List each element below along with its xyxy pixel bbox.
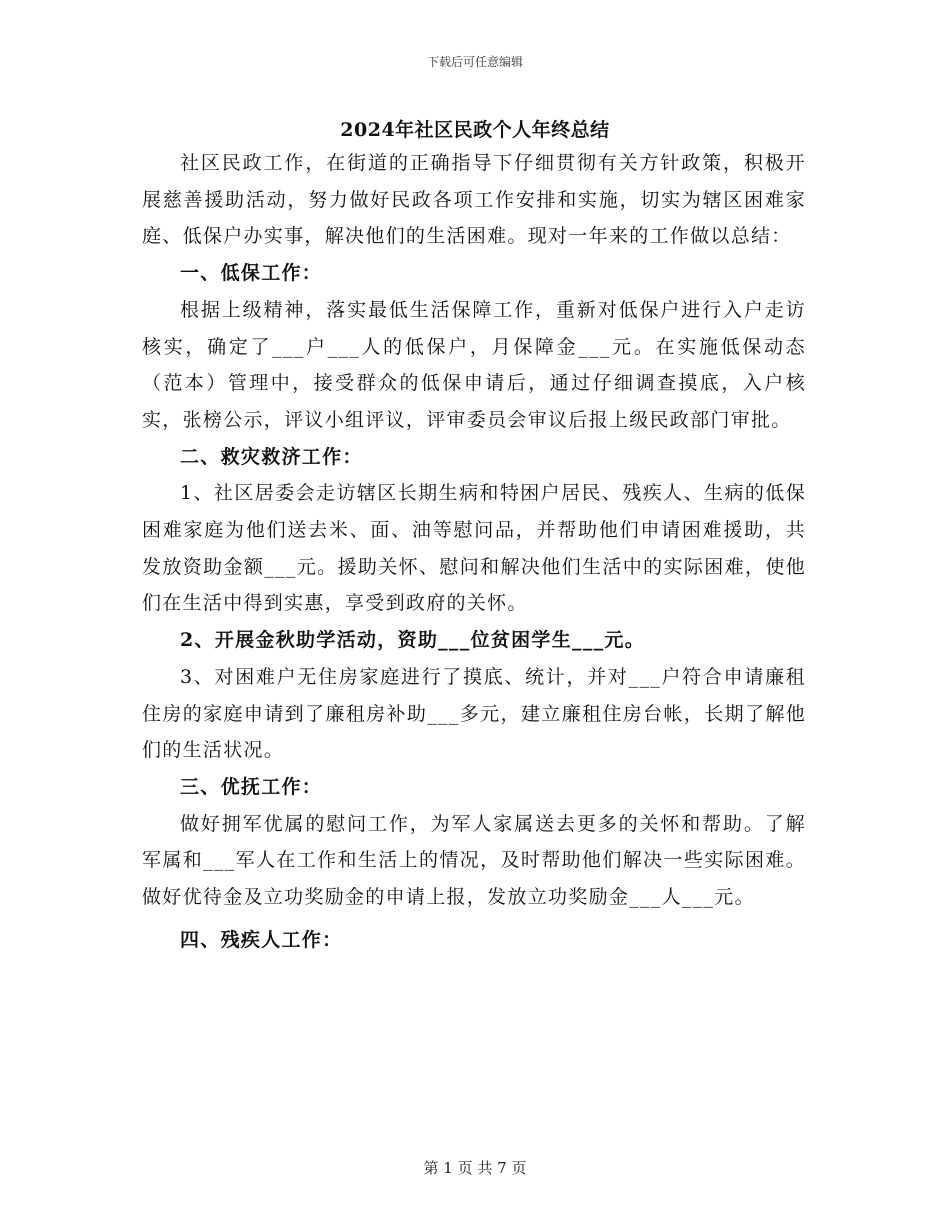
section-heading-disaster-relief: 二、救灾救济工作： [180, 445, 363, 468]
header-note: 下载后可任意编辑 [426, 55, 523, 69]
page-title: 2024年社区民政个人年终总结 [340, 119, 610, 141]
paragraph-intro: 社区民政工作，在街道的正确指导下仔细贯彻有关方针政策，积极开展慈善援助活动，努力做好民政各项工作安排和实施，切实为辖区困难家庭、低保户办实事，解决他们的生活困难。现对一年来的工作做以总结： [142, 152, 806, 248]
page-number-footer: 第 1 页 共 7 页 [423, 1159, 527, 1177]
paragraph-low-income: 根据上级精神，落实最低生活保障工作，重新对低保户进行入户走访核实，确定了___户___人的低保户，月保障金___元。在实施低保动态（范本）管理中，接受群众的低保申请后，通过仔细调查摸底，入户核实，张榜公示，评议小组评议，评审委员会审议后报上级民政部门审批。 [142, 298, 806, 431]
paragraph-disaster-relief-3: 3、对困难户无住房家庭进行了摸底、统计，并对___户符合申请廉租住房的家庭申请到了廉租房补助___多元，建立廉租住房台帐，长期了解他们的生活状况。 [142, 665, 806, 762]
section-heading-disabled: 四、残疾人工作： [180, 928, 343, 951]
document-body [142, 145, 806, 958]
section-heading-preferential-care: 三、优抚工作： [180, 775, 323, 798]
paragraph-disaster-relief-2: 2、开展金秋助学活动，资助___位贫困学生___元。 [180, 629, 646, 652]
section-heading-low-income: 一、低保工作： [180, 262, 323, 285]
paragraph-preferential-care: 做好拥军优属的慰问工作，为军人家属送去更多的关怀和帮助。了解军属和___军人在工作和生活上的情况，及时帮助他们解决一些实际困难。做好优待金及立功奖励金的申请上报，发放立功奖励金___人___元。 [142, 812, 806, 909]
paragraph-disaster-relief-1: 1、社区居委会走访辖区长期生病和特困户居民、残疾人、生病的低保困难家庭为他们送去米、面、油等慰问品，并帮助他们申请困难援助，共发放资助金额___元。援助关怀、慰问和解决他们生活中的实际困难，使他们在生活中得到实惠，享受到政府的关怀。 [142, 482, 806, 615]
